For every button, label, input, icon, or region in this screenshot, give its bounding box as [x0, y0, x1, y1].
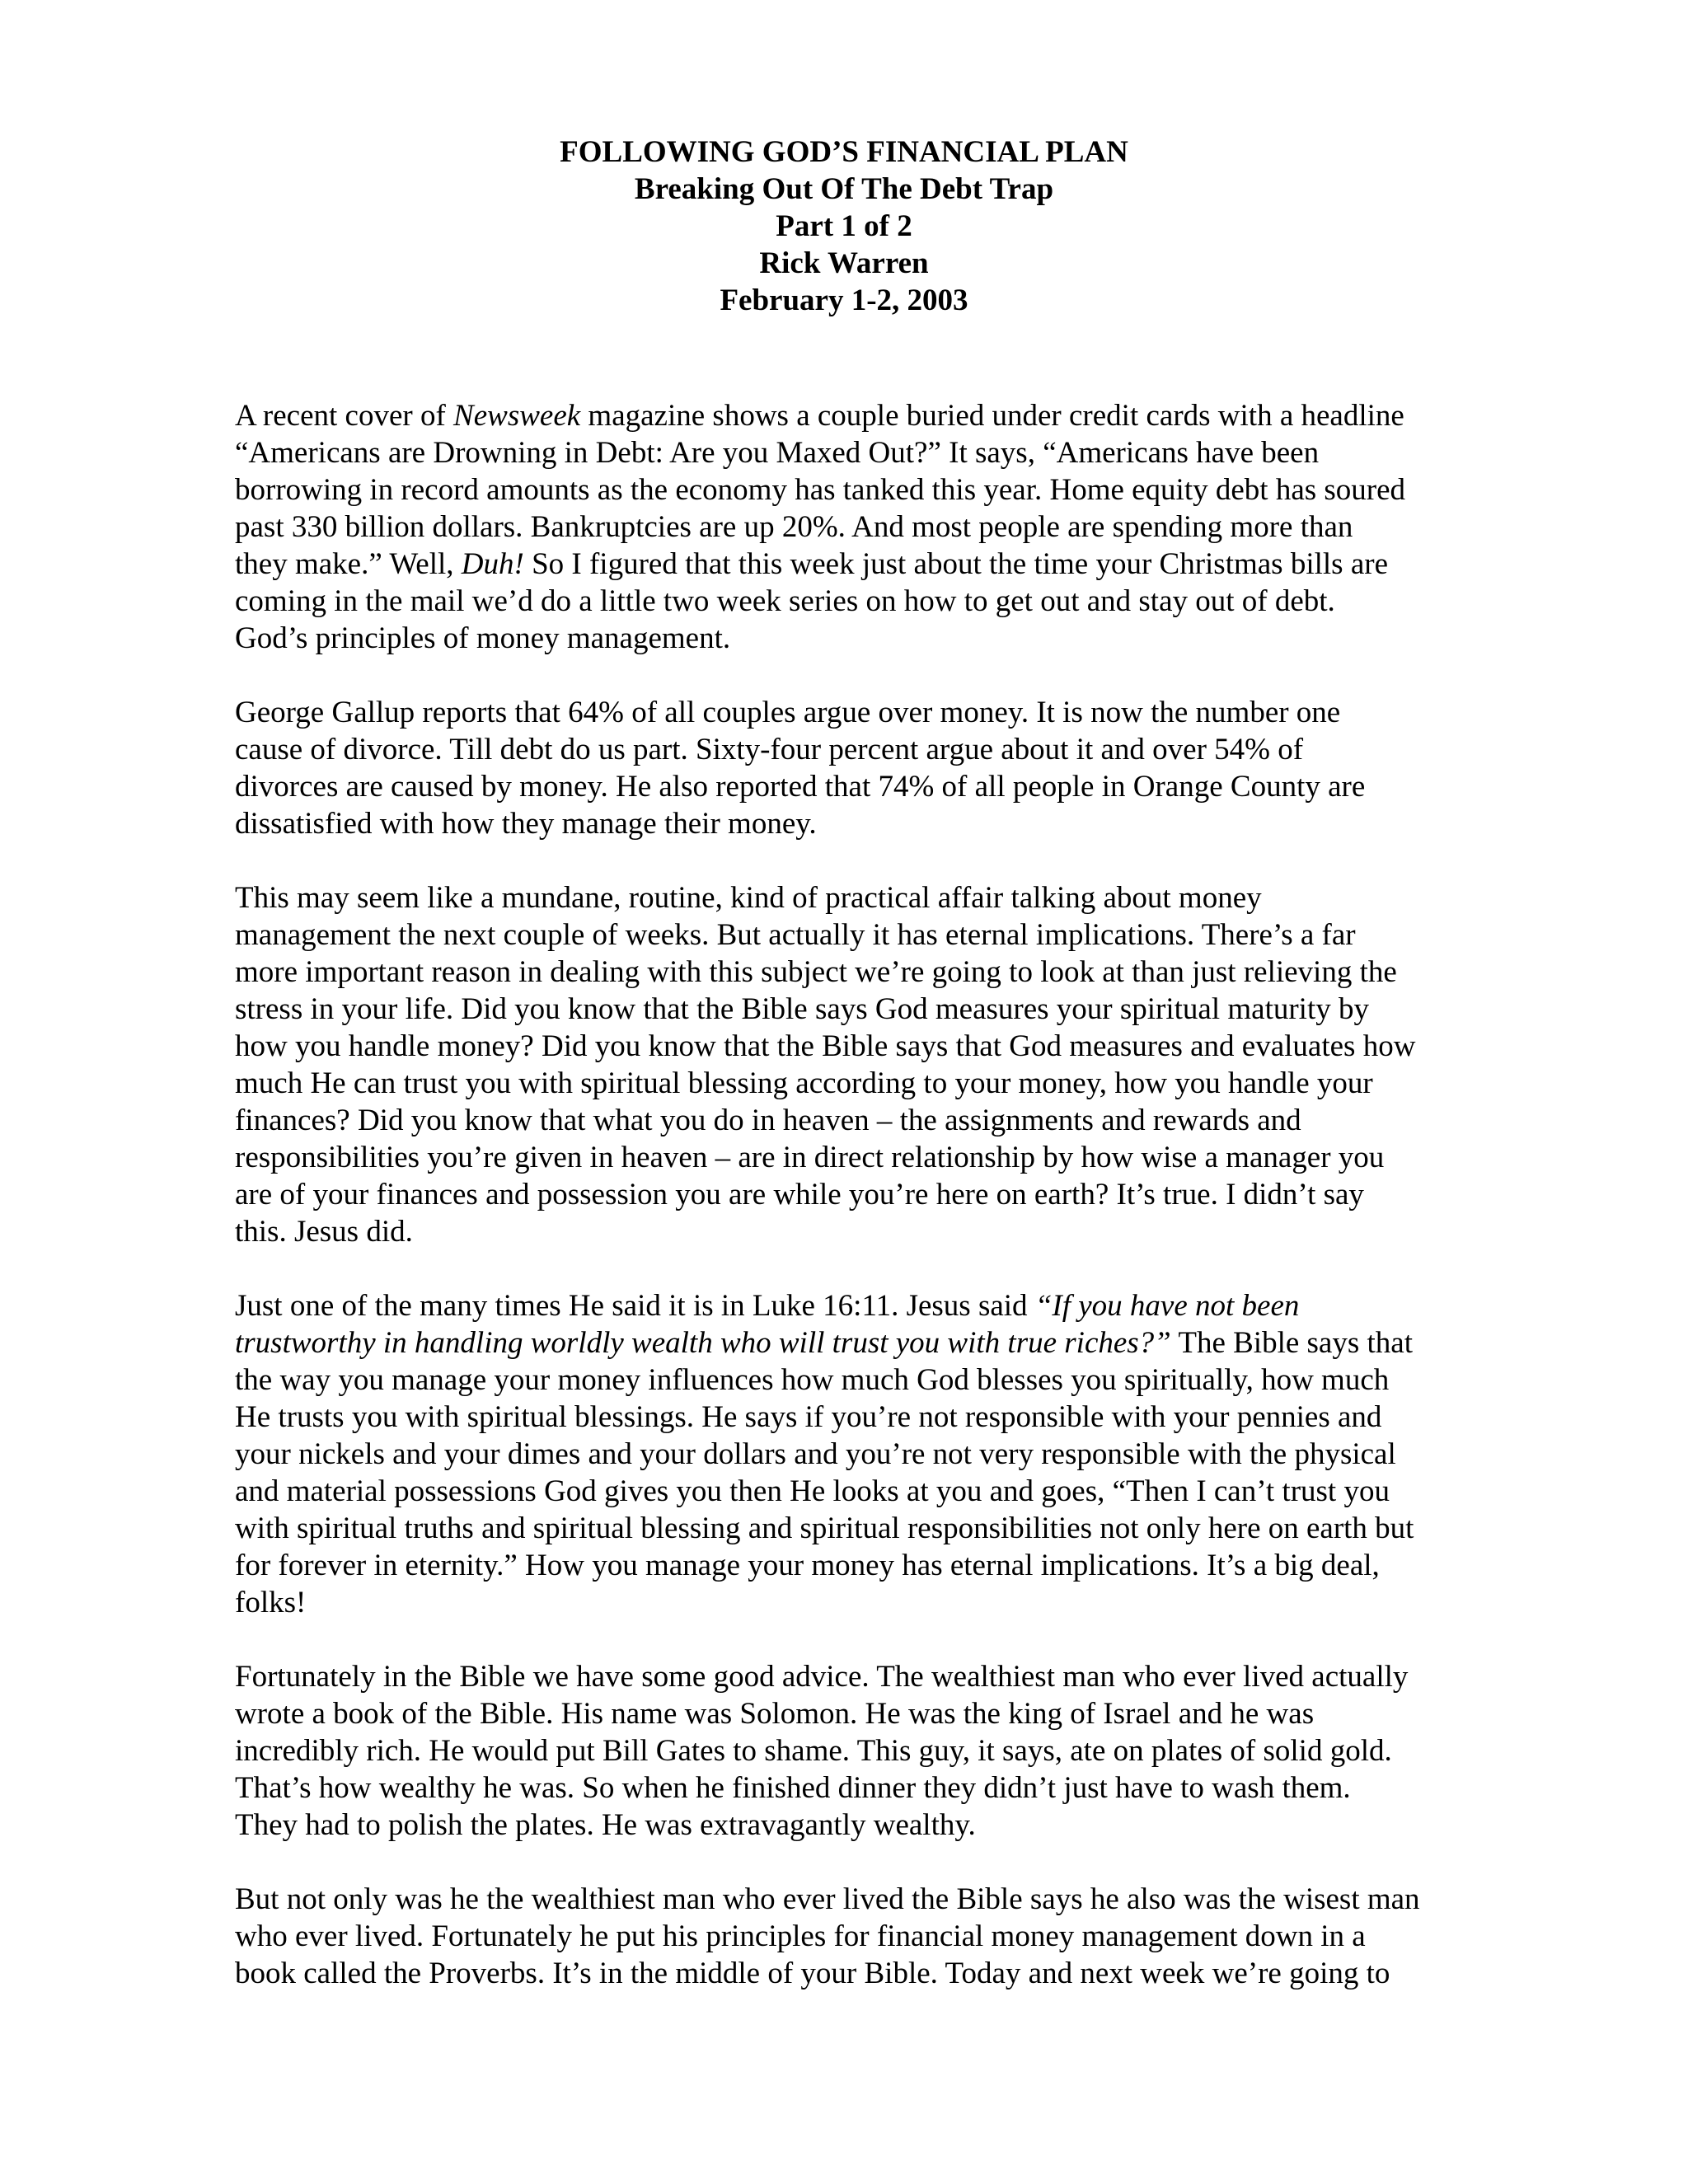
- paragraph: [235, 1658, 1521, 1844]
- text-line: [235, 1399, 1521, 1436]
- document-title: FOLLOWING GOD’S FINANCIAL PLAN: [560, 135, 1128, 169]
- text-segment: dissatisfied with how they manage their money.: [235, 807, 817, 841]
- text-line: [235, 731, 1521, 768]
- text-line: [235, 1658, 1521, 1695]
- text-segment: for forever in eternity.” How you manage your money has eternal implications. It’s a big deal,: [235, 1549, 1380, 1582]
- text-segment: the way you manage your money influences how much God blesses you spiritually, how much: [235, 1363, 1390, 1397]
- text-line: [235, 1028, 1521, 1065]
- text-line: [235, 879, 1521, 916]
- text-segment: finances? Did you know that what you do in heaven – the assignments and rewards and: [235, 1104, 1301, 1137]
- text-segment: incredibly rich. He would put Bill Gates to shame. This guy, it says, ate on plates of solid gold.: [235, 1734, 1392, 1768]
- paragraph: [235, 397, 1521, 657]
- author-name: Rick Warren: [759, 246, 929, 280]
- text-segment: George Gallup reports that 64% of all couples argue over money. It is now the number one: [235, 696, 1341, 729]
- part-label: Part 1 of 2: [776, 209, 912, 243]
- text-segment: This may seem like a mundane, routine, kind of practical affair talking about money: [235, 881, 1262, 915]
- paragraph: [235, 694, 1521, 842]
- text-segment: your nickels and your dimes and your dollars and you’re not very responsible with the physical: [235, 1437, 1396, 1471]
- text-line: [235, 805, 1521, 842]
- text-segment: divorces are caused by money. He also reported that 74% of all people in Orange County are: [235, 770, 1366, 804]
- text-line: [235, 1065, 1521, 1102]
- text-segment: wrote a book of the Bible. His name was Solomon. He was the king of Israel and he was: [235, 1697, 1315, 1731]
- text-segment: So I figured that this week just about the time your Christmas bills are: [523, 547, 1388, 581]
- text-line: [235, 397, 1521, 434]
- text-line: [235, 1361, 1521, 1399]
- text-segment: past 330 billion dollars. Bankruptcies are up 20%. And most people are spending more than: [235, 510, 1353, 544]
- text-segment: folks!: [235, 1586, 307, 1619]
- text-line: [235, 1213, 1521, 1250]
- text-line: [235, 1881, 1521, 1918]
- text-line: [235, 1473, 1521, 1510]
- text-segment: stress in your life. Did you know that the Bible says God measures your spiritual maturity by: [235, 992, 1369, 1026]
- text-segment: with spiritual truths and spiritual blessing and spiritual responsibilities not only here on earth but: [235, 1511, 1414, 1545]
- text-line: [235, 546, 1521, 583]
- text-segment: are of your finances and possession you are while you’re here on earth? It’s true. I didn’t say: [235, 1178, 1364, 1212]
- italic-text: trustworthy in handling worldly wealth who will trust you with true riches?”: [235, 1326, 1171, 1360]
- text-line: [235, 1918, 1521, 1955]
- text-line: [235, 1102, 1521, 1139]
- text-line: [235, 1436, 1521, 1473]
- text-line: [235, 1807, 1521, 1844]
- text-line: [235, 620, 1521, 657]
- document-subtitle: Breaking Out Of The Debt Trap: [634, 172, 1054, 206]
- text-line: [235, 583, 1521, 620]
- text-line: [235, 1510, 1521, 1547]
- text-segment: how you handle money? Did you know that the Bible says that God measures and evaluates how: [235, 1029, 1416, 1063]
- text-line: [235, 991, 1521, 1028]
- text-line: [235, 1584, 1521, 1621]
- text-line: [235, 1955, 1521, 1992]
- text-line: [235, 1324, 1521, 1361]
- document-header: [0, 134, 1688, 319]
- text-line: [235, 916, 1521, 954]
- text-segment: this. Jesus did.: [235, 1215, 413, 1249]
- text-segment: Just one of the many times He said it is in Luke 16:11. Jesus said: [235, 1289, 1035, 1323]
- text-segment: But not only was he the wealthiest man who ever lived the Bible says he also was the wisest man: [235, 1882, 1420, 1916]
- text-segment: more important reason in dealing with this subject we’re going to look at than just relieving the: [235, 955, 1397, 989]
- text-line: [235, 509, 1521, 546]
- text-segment: they make.” Well,: [235, 547, 462, 581]
- paragraph: [235, 1287, 1521, 1621]
- text-segment: He trusts you with spiritual blessings. He says if you’re not responsible with your pennies and: [235, 1400, 1382, 1434]
- italic-text: Duh!: [461, 547, 524, 581]
- document-date: February 1-2, 2003: [720, 284, 968, 317]
- text-line: [235, 1547, 1521, 1584]
- text-segment: and material possessions God gives you then He looks at you and goes, “Then I can’t trust you: [235, 1474, 1390, 1508]
- text-segment: responsibilities you’re given in heaven – are in direct relationship by how wise a manager you: [235, 1141, 1385, 1174]
- text-segment: cause of divorce. Till debt do us part. Sixty-four percent argue about it and over 54% of: [235, 733, 1304, 766]
- paragraph: [235, 879, 1521, 1250]
- text-line: [235, 1176, 1521, 1213]
- text-line: [235, 1139, 1521, 1176]
- text-line: [235, 768, 1521, 805]
- document-body: [235, 397, 1521, 2029]
- italic-text: “If you have not been: [1034, 1289, 1300, 1323]
- paragraph: [235, 1881, 1521, 1992]
- text-line: [235, 954, 1521, 991]
- text-segment: borrowing in record amounts as the economy has tanked this year. Home equity debt has soured: [235, 473, 1406, 507]
- italic-text: Newsweek: [453, 399, 581, 433]
- text-segment: A recent cover of: [235, 399, 454, 433]
- text-segment: They had to polish the plates. He was extravagantly wealthy.: [235, 1808, 976, 1842]
- text-line: [235, 1732, 1521, 1769]
- text-segment: who ever lived. Fortunately he put his principles for financial money management down in a: [235, 1919, 1366, 1953]
- text-segment: much He can trust you with spiritual blessing according to your money, how you handle your: [235, 1066, 1373, 1100]
- text-line: [235, 1695, 1521, 1732]
- text-line: [235, 471, 1521, 509]
- text-segment: Fortunately in the Bible we have some good advice. The wealthiest man who ever lived actually: [235, 1660, 1409, 1694]
- text-segment: magazine shows a couple buried under credit cards with a headline: [580, 399, 1404, 433]
- text-segment: The Bible says that: [1170, 1326, 1413, 1360]
- text-segment: “Americans are Drowning in Debt: Are you Maxed Out?” It says, “Americans have been: [235, 436, 1320, 470]
- text-segment: That’s how wealthy he was. So when he finished dinner they didn’t just have to wash them.: [235, 1771, 1351, 1805]
- text-segment: God’s principles of money management.: [235, 621, 731, 655]
- text-segment: book called the Proverbs. It’s in the middle of your Bible. Today and next week we’re going to: [235, 1957, 1390, 1990]
- text-line: [235, 434, 1521, 471]
- text-line: [235, 1287, 1521, 1324]
- text-line: [235, 1769, 1521, 1807]
- text-segment: management the next couple of weeks. But actually it has eternal implications. There’s a far: [235, 918, 1356, 952]
- text-segment: coming in the mail we’d do a little two week series on how to get out and stay out of debt.: [235, 584, 1335, 618]
- text-line: [235, 694, 1521, 731]
